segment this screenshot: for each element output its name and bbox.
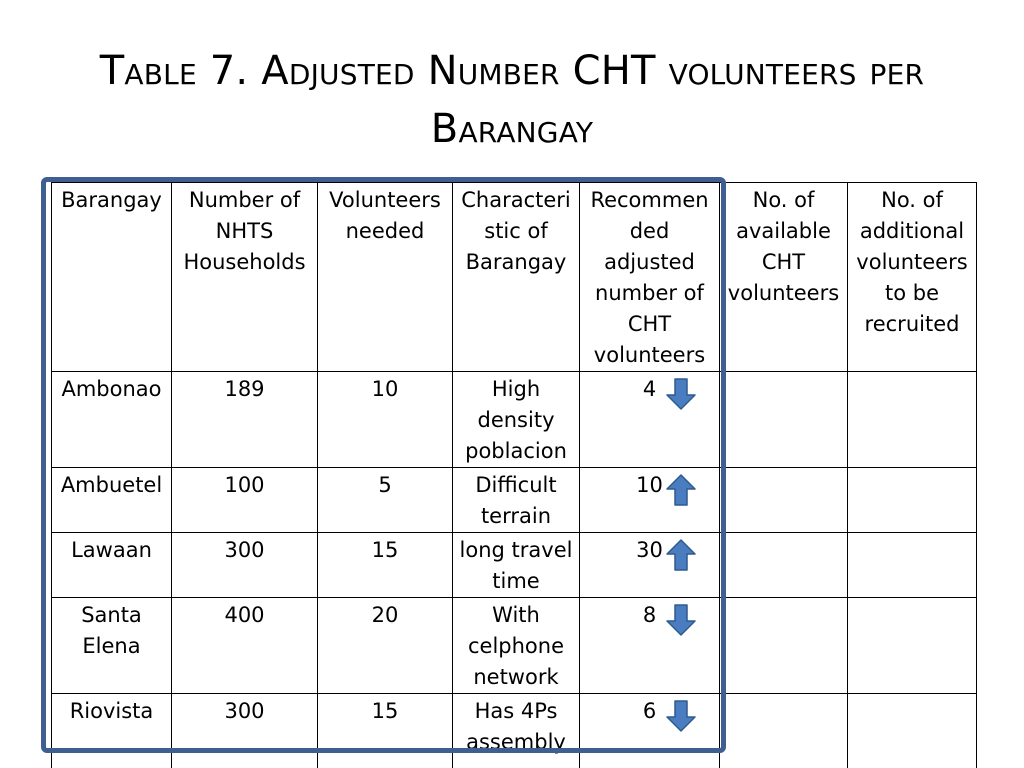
arrow-up-icon-shape <box>667 475 695 505</box>
cell-additional <box>848 533 977 598</box>
cell-additional <box>848 598 977 694</box>
recommended-value: 6 <box>642 699 657 723</box>
cell-characteristic: Has 4Ps assembly <box>453 694 580 768</box>
table-header-row <box>52 183 977 372</box>
cell-characteristic: long travel time <box>453 533 580 598</box>
title-line-1: Table 7. Adjusted Number CHT volunteers per <box>99 48 925 94</box>
cell-households: 189 <box>172 372 318 468</box>
arrow-down-icon <box>666 604 696 636</box>
title-line-2: Barangay <box>430 106 594 152</box>
cell-households: 100 <box>172 468 318 533</box>
arrow-down-icon-shape <box>667 701 695 731</box>
table-row <box>52 372 977 468</box>
cell-barangay: Riovista <box>52 694 172 768</box>
arrow-down-icon <box>666 700 696 732</box>
arrow-up-icon <box>666 539 696 571</box>
cell-recommended <box>580 694 720 768</box>
header-recommended: Recommen ded adjusted number of CHT volunteers <box>580 183 720 372</box>
cell-needed: 5 <box>318 468 453 533</box>
cell-households: 400 <box>172 598 318 694</box>
recommended-value: 10 <box>636 473 663 497</box>
cell-needed: 20 <box>318 598 453 694</box>
cell-recommended <box>580 533 720 598</box>
cell-barangay: Ambonao <box>52 372 172 468</box>
cell-households: 300 <box>172 533 318 598</box>
cell-needed: 15 <box>318 694 453 768</box>
arrow-down-icon <box>666 378 696 410</box>
table-row <box>52 694 977 768</box>
header-characteristic: Characteri stic of Barangay <box>453 183 580 372</box>
recommended-value: 8 <box>642 603 657 627</box>
cell-additional <box>848 468 977 533</box>
header-available: No. of available CHT volunteers <box>720 183 848 372</box>
arrow-up-icon-shape <box>667 540 695 570</box>
table-row <box>52 468 977 533</box>
cell-recommended <box>580 372 720 468</box>
recommended-value: 30 <box>636 538 663 562</box>
cell-available <box>720 694 848 768</box>
arrow-up-icon <box>666 474 696 506</box>
cell-recommended <box>580 468 720 533</box>
cell-recommended <box>580 598 720 694</box>
cell-characteristic: Difficult terrain <box>453 468 580 533</box>
cell-available <box>720 598 848 694</box>
table-row <box>52 533 977 598</box>
cell-needed: 15 <box>318 533 453 598</box>
table-row <box>52 598 977 694</box>
cell-available <box>720 372 848 468</box>
header-barangay: Barangay <box>52 183 172 372</box>
recommended-value: 4 <box>642 377 657 401</box>
cell-households: 300 <box>172 694 318 768</box>
volunteers-table <box>51 182 977 768</box>
cell-additional <box>848 372 977 468</box>
cell-available <box>720 468 848 533</box>
header-volunteers-needed: Volunteers needed <box>318 183 453 372</box>
cell-characteristic: With celphone network <box>453 598 580 694</box>
header-additional: No. of additional volunteers to be recruited <box>848 183 977 372</box>
cell-barangay: Santa Elena <box>52 598 172 694</box>
arrow-down-icon-shape <box>667 379 695 409</box>
slide-title <box>0 42 1024 158</box>
cell-barangay: Lawaan <box>52 533 172 598</box>
cell-needed: 10 <box>318 372 453 468</box>
cell-characteristic: High density poblacion <box>453 372 580 468</box>
cell-additional <box>848 694 977 768</box>
arrow-down-icon-shape <box>667 605 695 635</box>
cell-barangay: Ambuetel <box>52 468 172 533</box>
cell-available <box>720 533 848 598</box>
header-nhts-households: Number of NHTS Households <box>172 183 318 372</box>
